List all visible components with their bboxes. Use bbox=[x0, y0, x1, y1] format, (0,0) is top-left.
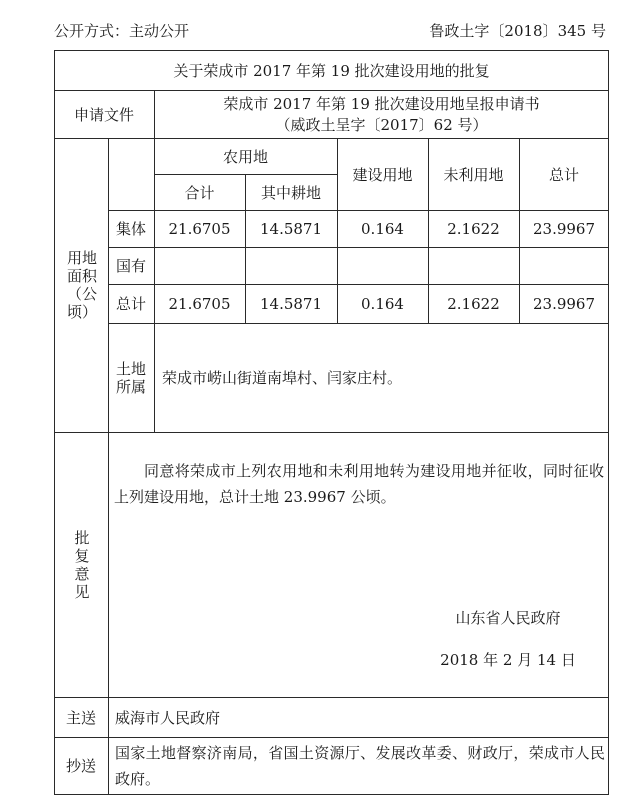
application-line-1: 荣成市 2017 年第 19 批次建设用地呈报申请书 bbox=[223, 95, 540, 113]
header-arable: 其中耕地 bbox=[260, 183, 321, 202]
approval-text: 同意将荣成市上列农用地和未利用地转为建设用地并征收，同时征收上列建设用地，总计土地 23.9967 公顷。 bbox=[114, 462, 604, 506]
vline-send-cc bbox=[108, 697, 109, 795]
cell-arable: 14.5871 bbox=[259, 219, 323, 238]
document-number: 鲁政土字〔2018〕345 号 bbox=[429, 22, 606, 40]
vline-approval bbox=[108, 432, 109, 697]
cell-construction: 0.164 bbox=[361, 294, 404, 313]
approval-label: 批复意见 bbox=[74, 528, 90, 601]
cell-unused bbox=[428, 247, 519, 284]
send-to-value: 威海市人民政府 bbox=[115, 708, 221, 727]
border-bottom bbox=[54, 794, 609, 795]
form-title: 关于荣成市 2017 年第 19 批次建设用地的批复 bbox=[173, 61, 490, 80]
row-label-state: 国有 bbox=[115, 257, 146, 275]
cell-total bbox=[519, 247, 609, 284]
cell-subtotal: 21.6705 bbox=[168, 219, 231, 238]
cc-label: 抄送 bbox=[65, 757, 96, 775]
header-agri: 农用地 bbox=[222, 147, 268, 166]
cell-total: 23.9967 bbox=[532, 294, 596, 313]
approval-form bbox=[54, 50, 609, 795]
application-label: 申请文件 bbox=[73, 105, 134, 124]
application-line-2: （威政土呈字〔2017〕62 号） bbox=[275, 116, 488, 134]
cell-arable: 14.5871 bbox=[259, 294, 323, 313]
header-total: 总计 bbox=[548, 165, 579, 184]
border-left bbox=[54, 50, 55, 795]
cell-construction bbox=[337, 247, 428, 284]
line-after-send bbox=[54, 737, 609, 738]
vline-ownership bbox=[154, 323, 155, 432]
line-after-land-area bbox=[54, 432, 609, 433]
header-subtotal: 合计 bbox=[184, 183, 215, 202]
cell-construction: 0.164 bbox=[361, 219, 404, 238]
ownership-label: 土地所属 bbox=[115, 359, 146, 396]
row-label-collective: 集体 bbox=[115, 220, 146, 238]
cell-unused: 2.1622 bbox=[447, 294, 500, 313]
cell-subtotal bbox=[154, 247, 245, 284]
approval-issuer: 山东省人民政府 bbox=[455, 608, 561, 627]
land-area-label: 用地面积（公顷） bbox=[67, 249, 98, 321]
ownership-value: 荣成市崂山街道南埠村、闫家庄村。 bbox=[162, 369, 403, 387]
cell-arable bbox=[245, 247, 337, 284]
header-unused: 未利用地 bbox=[443, 165, 504, 184]
disclosure-method: 公开方式：主动公开 bbox=[54, 22, 190, 40]
send-to-label: 主送 bbox=[65, 708, 96, 727]
row-label-total: 总计 bbox=[115, 295, 146, 313]
header-construction: 建设用地 bbox=[352, 165, 413, 184]
approval-date: 2018 年 2 月 14 日 bbox=[440, 650, 576, 669]
cell-total: 23.9967 bbox=[532, 219, 596, 238]
cell-subtotal: 21.6705 bbox=[168, 294, 231, 313]
cc-value: 国家土地督察济南局，省国土资源厅、发展改革委、财政厅，荣成市人民政府。 bbox=[115, 744, 605, 788]
cell-unused: 2.1622 bbox=[447, 219, 500, 238]
document-header bbox=[54, 20, 606, 42]
